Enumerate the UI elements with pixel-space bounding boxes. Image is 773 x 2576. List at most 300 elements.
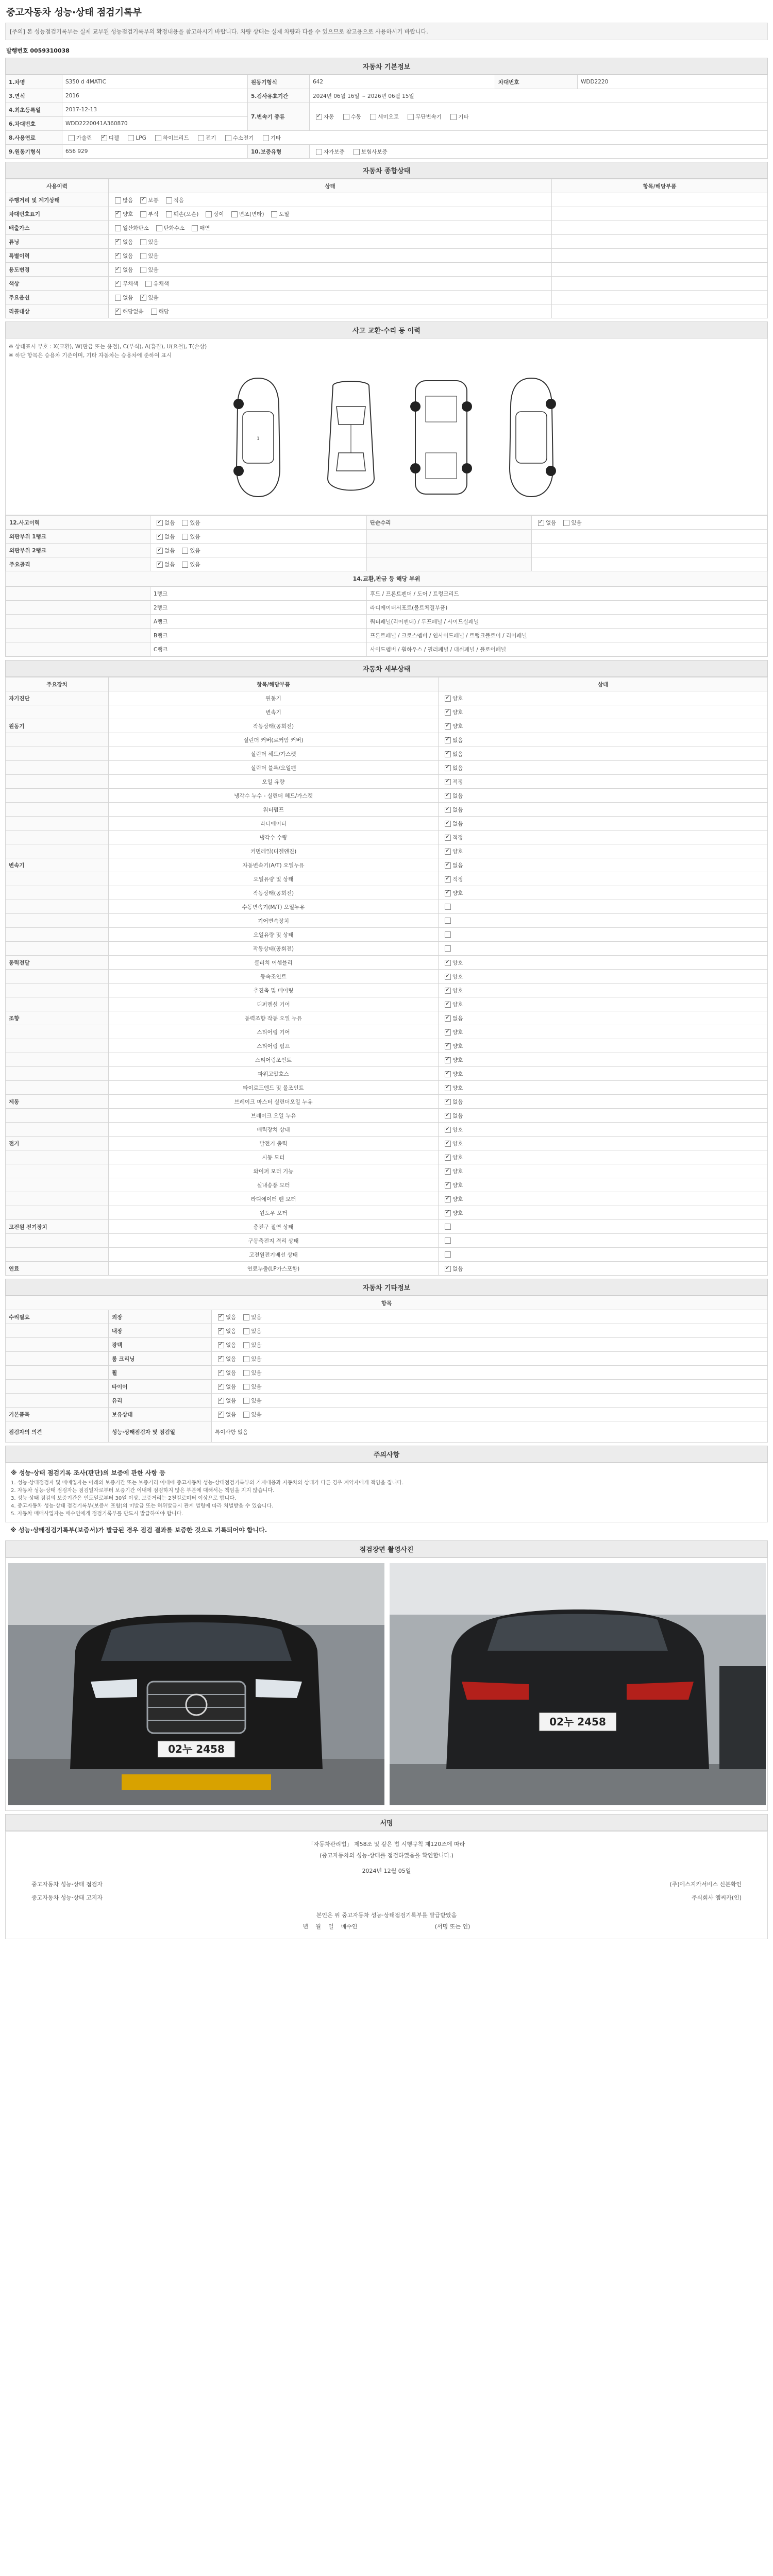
checkbox[interactable] xyxy=(445,1266,451,1272)
checkbox[interactable] xyxy=(198,135,204,141)
general-item-name: 리콜대상 xyxy=(6,304,109,318)
table-row xyxy=(6,872,768,886)
cert-number: 0059310038 xyxy=(30,47,70,54)
first-reg-value: 2017-12-13 xyxy=(62,103,248,117)
checkbox[interactable] xyxy=(182,548,188,554)
option-label: 일산화탄소 xyxy=(123,225,149,231)
option xyxy=(163,196,184,204)
option xyxy=(240,1411,261,1418)
option-label: 적음 xyxy=(173,197,184,204)
opinion-label2: 성능·상태점검자 및 점검일 xyxy=(109,1421,212,1443)
detail-state-label: 적정 xyxy=(452,876,463,883)
checkbox[interactable] xyxy=(445,1015,451,1022)
rank-name: C랭크 xyxy=(150,642,367,656)
checkbox[interactable] xyxy=(445,1043,451,1049)
rank-group-cell xyxy=(6,629,150,642)
checkbox[interactable] xyxy=(243,1398,249,1404)
checkbox[interactable] xyxy=(101,135,107,141)
detail-state xyxy=(439,733,768,747)
other-item: 유리 xyxy=(109,1394,212,1408)
first-reg-label: 4.최초등록일 xyxy=(6,103,62,117)
checkbox[interactable] xyxy=(218,1412,224,1418)
detail-item: 냉각수 수량 xyxy=(109,831,439,844)
checkbox[interactable] xyxy=(445,1002,451,1008)
detail-state xyxy=(439,900,768,914)
options-cell xyxy=(212,1394,768,1408)
detail-state-label: 양호 xyxy=(452,1140,463,1147)
checkbox[interactable] xyxy=(445,709,451,716)
detail-item: 시동 모터 xyxy=(109,1150,439,1164)
checkbox[interactable] xyxy=(445,1113,451,1119)
checkbox[interactable] xyxy=(218,1398,224,1404)
rank-parts: 후드 / 프론트펜더 / 도어 / 트렁크리드 xyxy=(367,587,767,601)
detail-item: 라디에이터 xyxy=(109,817,439,831)
sign-text-1: 「자동차관리법」 제58조 및 같은 법 시행규칙 제120조에 따라 xyxy=(308,1841,465,1848)
accident-item-name-2: 단순수리 xyxy=(367,516,532,530)
checkbox[interactable] xyxy=(445,1238,451,1244)
detail-state xyxy=(439,1248,768,1262)
engine-model-value: 656 929 xyxy=(62,145,248,159)
option xyxy=(228,210,264,218)
checkbox[interactable] xyxy=(206,211,212,217)
checkbox[interactable] xyxy=(445,1196,451,1202)
detail-group: 고전원 전기장치 xyxy=(6,1220,109,1234)
detail-state-label: 없음 xyxy=(452,806,463,813)
checkbox[interactable] xyxy=(243,1412,249,1418)
checkbox[interactable] xyxy=(140,211,146,217)
detail-group xyxy=(6,705,109,719)
detail-state xyxy=(439,1053,768,1067)
checkbox[interactable] xyxy=(445,1182,451,1189)
option xyxy=(215,1327,236,1335)
checkbox[interactable] xyxy=(182,562,188,568)
note-line: 2. 자동차 성능·상태 점검자는 점검일자로부터 보증기간 이내에 점검하지 않은 부분에 대해서는 책임을 지지 않습니다. xyxy=(11,1488,275,1494)
options-cell xyxy=(109,221,552,235)
table-row xyxy=(6,733,768,747)
detail-state-label: 양호 xyxy=(452,1043,463,1049)
fuel-label: 8.사용연료 xyxy=(6,131,62,145)
detail-group xyxy=(6,1081,109,1095)
checkbox[interactable] xyxy=(128,135,134,141)
checkbox[interactable] xyxy=(445,876,451,883)
detail-state-label: 양호 xyxy=(452,1001,463,1008)
detail-group xyxy=(6,1039,109,1053)
detail-state xyxy=(439,1039,768,1053)
options-cell xyxy=(150,544,367,557)
detail-group xyxy=(6,1150,109,1164)
detail-state-label: 양호 xyxy=(452,848,463,855)
checkbox[interactable] xyxy=(445,931,451,938)
option xyxy=(268,210,289,218)
detail-group xyxy=(6,914,109,928)
sign-text-2: (중고자동차의 성능·상태를 점검하였음을 확인합니다.) xyxy=(320,1852,453,1859)
detail-state-label: 없음 xyxy=(452,862,463,869)
checkbox[interactable] xyxy=(157,520,163,526)
checkbox[interactable] xyxy=(445,945,451,952)
checkbox[interactable] xyxy=(445,890,451,896)
checkbox[interactable] xyxy=(450,114,457,120)
option-label: 있음 xyxy=(190,519,200,526)
checkbox[interactable] xyxy=(157,548,163,554)
table-row xyxy=(6,914,768,928)
checkbox[interactable] xyxy=(445,696,451,702)
table-row xyxy=(6,775,768,789)
table-row xyxy=(6,557,767,571)
detail-item: 기어변속장치 xyxy=(109,914,439,928)
detail-state xyxy=(439,1192,768,1206)
detail-item: 와이퍼 모터 기능 xyxy=(109,1164,439,1178)
table-row xyxy=(6,1011,768,1025)
detail-state xyxy=(439,1081,768,1095)
other-col: 항목 xyxy=(6,1296,768,1310)
table-row xyxy=(6,1095,768,1109)
checkbox[interactable] xyxy=(271,211,277,217)
checkbox[interactable] xyxy=(218,1314,224,1320)
option-label: 없음 xyxy=(164,547,175,554)
checkbox[interactable] xyxy=(115,197,121,204)
checkbox[interactable] xyxy=(115,225,121,231)
checkbox[interactable] xyxy=(218,1384,224,1390)
options-cell xyxy=(150,557,367,571)
checkbox[interactable] xyxy=(155,135,161,141)
detail-group xyxy=(6,1067,109,1081)
checkbox[interactable] xyxy=(316,149,322,155)
detail-group xyxy=(6,789,109,803)
general-parts-cell xyxy=(552,277,768,291)
checkbox[interactable] xyxy=(156,225,162,231)
detail-state xyxy=(439,956,768,970)
checkbox[interactable] xyxy=(243,1314,249,1320)
options-cell xyxy=(212,1352,768,1366)
detail-state xyxy=(439,1025,768,1039)
buyer-ack: 본인은 위 중고자동차 성능·상태점검기록부를 발급받았음 xyxy=(316,1912,457,1919)
table-row xyxy=(6,886,768,900)
detail-state xyxy=(439,1178,768,1192)
table-row xyxy=(6,1206,768,1220)
checkbox[interactable] xyxy=(140,239,146,245)
option-label: 있음 xyxy=(148,239,159,245)
detail-item: 실내송풍 모터 xyxy=(109,1178,439,1192)
checkbox[interactable] xyxy=(115,211,121,217)
col-device: 주요장치 xyxy=(6,677,109,691)
detail-state-label: 양호 xyxy=(452,1057,463,1063)
rank-parts: 사이드멤버 / 휠하우스 / 필러패널 / 대쉬패널 / 플로어패널 xyxy=(367,642,767,656)
damage-legend: ※ 상태표시 부호 : X(교환), W(판금 또는 용접), C(부식), A(흠집), U(요철), T(손상) xyxy=(9,344,207,350)
option-label: 없음 xyxy=(123,266,133,273)
accident-item-name-2 xyxy=(367,544,532,557)
sign-row-1 xyxy=(31,1880,742,1888)
checkbox[interactable] xyxy=(445,1099,451,1105)
other-group: 수리필요 xyxy=(6,1310,109,1324)
checkbox[interactable] xyxy=(263,135,269,141)
rank-name: 1랭크 xyxy=(150,587,367,601)
checkbox[interactable] xyxy=(445,1141,451,1147)
table-row xyxy=(6,817,768,831)
checkbox[interactable] xyxy=(370,114,376,120)
engine-model-label: 9.원동기형식 xyxy=(6,145,62,159)
checkbox[interactable] xyxy=(354,149,360,155)
table-row xyxy=(6,928,768,942)
option-label: 없음 xyxy=(226,1328,237,1334)
table-row xyxy=(6,291,768,304)
option xyxy=(163,210,199,218)
other-group xyxy=(6,1366,109,1380)
detail-group xyxy=(6,1206,109,1220)
cert-number-row xyxy=(5,43,768,58)
option-label: 없음 xyxy=(123,239,133,245)
checkbox[interactable] xyxy=(445,779,451,785)
checkbox[interactable] xyxy=(445,960,451,966)
detail-group xyxy=(6,1234,109,1248)
table-row xyxy=(6,858,768,872)
option xyxy=(142,280,169,287)
basic-info-header: 자동차 기본정보 xyxy=(5,58,768,75)
table-row xyxy=(6,789,768,803)
checkbox[interactable] xyxy=(445,793,451,799)
checkbox[interactable] xyxy=(145,281,152,287)
other-table xyxy=(5,1296,768,1443)
option-label: 있음 xyxy=(190,533,200,540)
option xyxy=(240,1369,261,1377)
general-parts-cell xyxy=(552,221,768,235)
detail-state xyxy=(439,803,768,817)
detail-item: 라디에이터 팬 모터 xyxy=(109,1192,439,1206)
transmission-label: 7.변속기 종류 xyxy=(248,103,310,131)
checkbox[interactable] xyxy=(115,309,121,315)
detail-item: 파워고압호스 xyxy=(109,1067,439,1081)
option-label: 있음 xyxy=(251,1369,262,1376)
detail-state-label: 양호 xyxy=(452,1182,463,1189)
checkbox[interactable] xyxy=(445,1168,451,1175)
detail-group xyxy=(6,900,109,914)
detail-group xyxy=(6,775,109,789)
checkbox[interactable] xyxy=(151,309,157,315)
checkbox[interactable] xyxy=(445,723,451,730)
checkbox[interactable] xyxy=(231,211,238,217)
checkbox[interactable] xyxy=(445,1071,451,1077)
option xyxy=(560,519,581,527)
checkbox[interactable] xyxy=(445,835,451,841)
detail-item: 브레이크 마스터 실린더오일 누유 xyxy=(109,1095,439,1109)
detail-state-label: 양호 xyxy=(452,723,463,730)
checkbox[interactable] xyxy=(445,1085,451,1091)
options-cell xyxy=(109,207,552,221)
table-row xyxy=(6,263,768,277)
detail-state xyxy=(439,997,768,1011)
option-label: 없음 xyxy=(164,519,175,526)
checkbox[interactable] xyxy=(115,267,121,273)
detail-group: 연료 xyxy=(6,1262,109,1276)
car-name-value: S350 d 4MATIC xyxy=(62,75,248,89)
checkbox[interactable] xyxy=(243,1384,249,1390)
other-group xyxy=(6,1380,109,1394)
general-parts-cell xyxy=(552,304,768,318)
option xyxy=(112,280,138,287)
inspector-label: 중고자동차 성능·상태 점검자 xyxy=(31,1881,103,1888)
option-label: 있음 xyxy=(251,1411,262,1418)
checkbox[interactable] xyxy=(445,737,451,743)
table-row xyxy=(6,1352,768,1366)
sign-header: 서명 xyxy=(5,1814,768,1831)
detail-state-label: 없음 xyxy=(452,1098,463,1105)
checkbox[interactable] xyxy=(140,267,146,273)
checkbox[interactable] xyxy=(445,918,451,924)
front-photo xyxy=(8,1563,384,1805)
checkbox[interactable] xyxy=(166,211,172,217)
rank-name: A랭크 xyxy=(150,615,367,629)
detail-item: 워터펌프 xyxy=(109,803,439,817)
option xyxy=(215,1369,236,1377)
checkbox[interactable] xyxy=(316,114,322,120)
table-row xyxy=(6,984,768,997)
checkbox[interactable] xyxy=(445,821,451,827)
detail-state-label: 양호 xyxy=(452,1084,463,1091)
detail-state xyxy=(439,1137,768,1150)
option xyxy=(203,210,224,218)
detail-group: 동력전달 xyxy=(6,956,109,970)
detail-item: 실린더 커버(로커암 커버) xyxy=(109,733,439,747)
checkbox[interactable] xyxy=(445,1224,451,1230)
detail-item: 작동상태(공회전) xyxy=(109,886,439,900)
option-label: 없음 xyxy=(123,294,133,301)
checkbox[interactable] xyxy=(166,197,172,204)
detail-state xyxy=(439,1109,768,1123)
checkbox[interactable] xyxy=(445,751,451,757)
option xyxy=(137,196,158,204)
option xyxy=(154,519,175,527)
option xyxy=(179,547,200,554)
checkbox[interactable] xyxy=(445,988,451,994)
checkbox[interactable] xyxy=(445,1210,451,1216)
other-item: 타이어 xyxy=(109,1380,212,1394)
checkbox[interactable] xyxy=(69,135,75,141)
checkbox[interactable] xyxy=(445,1029,451,1036)
parts-subhead: 14.교환,판금 등 해당 부위 xyxy=(6,571,767,586)
checkbox[interactable] xyxy=(445,974,451,980)
checkbox[interactable] xyxy=(445,1155,451,1161)
table-row xyxy=(6,1366,768,1380)
checkbox[interactable] xyxy=(343,114,349,120)
option-label: 없음 xyxy=(123,252,133,259)
checkbox[interactable] xyxy=(218,1328,224,1334)
checkbox[interactable] xyxy=(445,765,451,771)
detail-group xyxy=(6,1025,109,1039)
checkbox[interactable] xyxy=(408,114,414,120)
detail-group xyxy=(6,872,109,886)
checkbox[interactable] xyxy=(445,1127,451,1133)
rank-parts: 쿼터패널(리어펜더) / 루프패널 / 사이드실패널 xyxy=(367,615,767,629)
checkbox[interactable] xyxy=(243,1356,249,1362)
checkbox[interactable] xyxy=(192,225,198,231)
detail-group xyxy=(6,997,109,1011)
opinion-value: 특이사항 없음 xyxy=(212,1421,768,1443)
checkbox[interactable] xyxy=(445,862,451,869)
other-item: 휠 xyxy=(109,1366,212,1380)
checkbox[interactable] xyxy=(157,534,163,540)
checkbox[interactable] xyxy=(115,295,121,301)
checkbox[interactable] xyxy=(445,1251,451,1258)
checkbox[interactable] xyxy=(563,520,569,526)
year-value: 2016 xyxy=(62,89,248,103)
detail-item: 원동기 xyxy=(109,691,439,705)
general-parts-cell xyxy=(552,207,768,221)
checkbox[interactable] xyxy=(445,904,451,910)
col-state: 상태 xyxy=(109,179,552,193)
checkbox[interactable] xyxy=(157,562,163,568)
checkbox[interactable] xyxy=(243,1370,249,1376)
detail-item: 동력조향 작동 오일 누유 xyxy=(109,1011,439,1025)
option-label: 부식 xyxy=(148,211,159,217)
checkbox[interactable] xyxy=(115,253,121,259)
checkbox[interactable] xyxy=(243,1328,249,1334)
checkbox[interactable] xyxy=(445,807,451,813)
option xyxy=(535,519,556,527)
option xyxy=(137,266,158,274)
detail-state xyxy=(439,1220,768,1234)
table-row xyxy=(6,970,768,984)
checkbox[interactable] xyxy=(115,239,121,245)
checkbox[interactable] xyxy=(140,295,146,301)
checkbox[interactable] xyxy=(140,197,146,204)
detail-group xyxy=(6,733,109,747)
option xyxy=(240,1327,261,1335)
inspector-company: (주)에스지카서비스 신분확인 xyxy=(669,1881,742,1888)
detail-state xyxy=(439,1067,768,1081)
detail-state-label: 양호 xyxy=(452,1168,463,1175)
checkbox[interactable] xyxy=(182,534,188,540)
detail-state-label: 없음 xyxy=(452,792,463,799)
vin2-label: 6.차대번호 xyxy=(6,117,62,131)
detail-group: 자기진단 xyxy=(6,691,109,705)
detail-state-label: 없음 xyxy=(452,1265,463,1272)
checkbox[interactable] xyxy=(218,1356,224,1362)
table-row xyxy=(6,719,768,733)
sign-panel xyxy=(5,1831,768,1939)
options-cell xyxy=(109,304,552,318)
option xyxy=(112,210,133,218)
detail-state xyxy=(439,1123,768,1137)
option xyxy=(112,238,133,246)
detail-group xyxy=(6,942,109,956)
table-row xyxy=(6,831,768,844)
detail-group xyxy=(6,984,109,997)
checkbox[interactable] xyxy=(243,1342,249,1348)
checkbox[interactable] xyxy=(182,520,188,526)
col-status: 상태 xyxy=(439,677,768,691)
options-cell xyxy=(109,291,552,304)
option-label: 있음 xyxy=(251,1383,262,1390)
checkbox[interactable] xyxy=(140,253,146,259)
detail-item: 냉각수 누수 - 실린더 헤드/가스켓 xyxy=(109,789,439,803)
detail-item: 발전기 출력 xyxy=(109,1137,439,1150)
table-row xyxy=(6,900,768,914)
option-label: 없음 xyxy=(546,519,557,526)
checkbox[interactable] xyxy=(445,1057,451,1063)
checkbox[interactable] xyxy=(445,849,451,855)
checkbox[interactable] xyxy=(218,1370,224,1376)
option-label: 탄화수소 xyxy=(163,225,185,231)
checkbox[interactable] xyxy=(218,1342,224,1348)
checkbox[interactable] xyxy=(225,135,231,141)
checkbox[interactable] xyxy=(538,520,544,526)
checkbox[interactable] xyxy=(115,281,121,287)
detail-item: 오일 유량 xyxy=(109,775,439,789)
table-row xyxy=(6,221,768,235)
options-cell xyxy=(109,235,552,249)
option-label: 없음 xyxy=(226,1342,237,1348)
detail-item: 추진축 및 베어링 xyxy=(109,984,439,997)
table-row xyxy=(6,530,767,544)
